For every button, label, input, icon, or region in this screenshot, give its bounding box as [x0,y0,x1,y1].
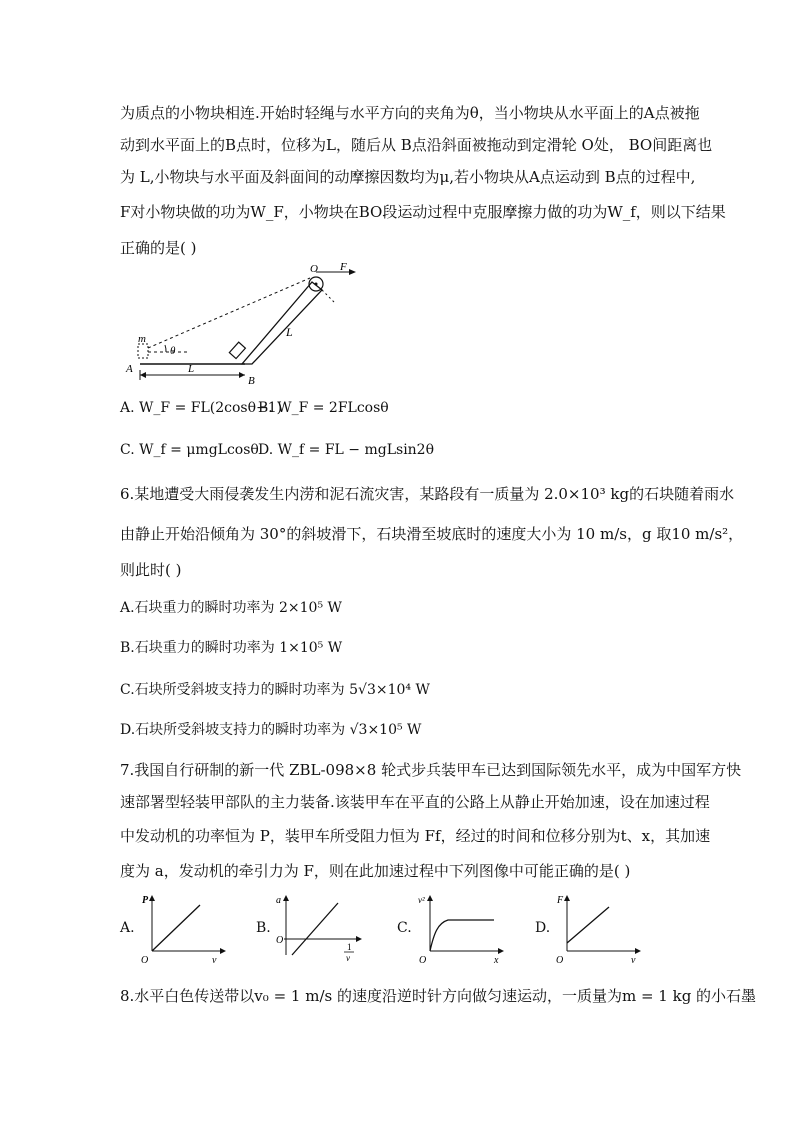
q5-line-5: 正确的是( ) [120,239,197,257]
q6-option-d: D.石块所受斜坡支持力的瞬时功率为 √3×10⁵ W [120,722,422,738]
q7-graph-a-origin: O [141,955,149,965]
q5-option-b: B. W_F = 2FLcosθ [258,400,389,416]
q5-figure [120,260,360,390]
label-F: F [340,261,347,273]
q7-graph-b-xlabel-num: 1 [347,942,352,952]
q7-graph-b-option: B. [256,920,271,936]
q7-graph-d [553,893,645,965]
q7-graph-a-ylabel: P [142,895,149,906]
q8-line-1: 8.水平白色传送带以v₀ = 1 m/s 的速度沿逆时针方向做匀速运动，一质量为m = 1 kg 的小石墨 [120,987,757,1005]
q7-graph-b-ylabel: a [276,895,281,906]
q5-line-2: 动到水平面上的B点时，位移为L，随后从 B点沿斜面被拖动到定滑轮 O处， BO间距离也 [120,136,713,154]
q5-line-3: 为 L,小物块与水平面及斜面间的动摩擦因数均为μ,若小物块从A点运动到 B点的过程中, [120,168,696,186]
q7-graph-d-xlabel: v [631,955,636,965]
label-A: A [126,363,133,375]
q6-option-b: B.石块重力的瞬时功率为 1×10⁵ W [120,640,343,656]
q7-graph-c [416,893,508,965]
label-m: m [138,333,146,345]
q7-graph-b-xlabel-den: v [346,953,350,963]
q7-graph-d-option: D. [535,920,551,936]
q5-line-1: 为质点的小物块相连.开始时轻绳与水平方向的夹角为θ，当小物块从水平面上的A点被拖 [120,104,700,122]
q7-graph-a-xlabel: v [212,955,217,965]
q6-option-c: C.石块所受斜坡支持力的瞬时功率为 5√3×10⁴ W [120,682,430,698]
q7-graph-b-origin: O [276,935,284,946]
q7-line-1: 7.我国自行研制的新一代 ZBL-098×8 轮式步兵装甲车已达到国际领先水平，成为中国军方快 [120,761,742,779]
label-B: B [248,375,255,387]
q7-line-2: 速部署型轻装甲部队的主力装备.该装甲车在平直的公路上从静止开始加速，设在加速过程 [120,793,710,811]
q5-option-a: A. W_F = FL(2cosθ−1) [120,400,283,416]
q6-line-1: 6.某地遭受大雨侵袭发生内涝和泥石流灾害，某路段有一质量为 2.0×10³ kg的石块随着雨水 [120,485,735,503]
q7-graph-c-option: C. [397,920,412,936]
q7-graph-a [138,893,228,965]
q7-graph-c-ylabel: v² [418,895,425,905]
q7-line-4: 度为 a，发动机的牵引力为 F，则在此加速过程中下列图像中可能正确的是( ) [120,862,631,880]
label-L-flat: L [188,363,195,375]
q7-graph-b [272,893,368,965]
q6-option-a: A.石块重力的瞬时功率为 2×10⁵ W [120,600,342,616]
q6-line-3: 则此时( ) [120,561,182,579]
q5-option-d: D. W_f = FL − mgLsin2θ [258,442,435,458]
q7-graph-c-origin: O [419,955,427,965]
label-O: O [310,263,318,275]
q7-graph-d-ylabel: F [557,895,564,906]
q7-line-3: 中发动机的功率恒为 P，装甲车所受阻力恒为 Ff，经过的时间和位移分别为t、x，其加速 [120,827,711,845]
label-L-incline: L [286,325,293,339]
q7-graph-d-origin: O [556,955,564,965]
q5-line-4: F对小物块做的功为W_F，小物块在BO段运动过程中克服摩擦力做的功为W_f，则以下结果 [120,203,726,221]
q6-line-2: 由静止开始沿倾角为 30°的斜坡滑下，石块滑至坡底时的速度大小为 10 m/s，g 取10 m/s²， [120,525,744,543]
q5-option-c: C. W_f = μmgLcosθ [120,442,259,458]
q7-graph-a-option: A. [120,920,135,936]
label-theta: θ [170,345,176,357]
q7-graph-c-xlabel: x [494,955,499,965]
